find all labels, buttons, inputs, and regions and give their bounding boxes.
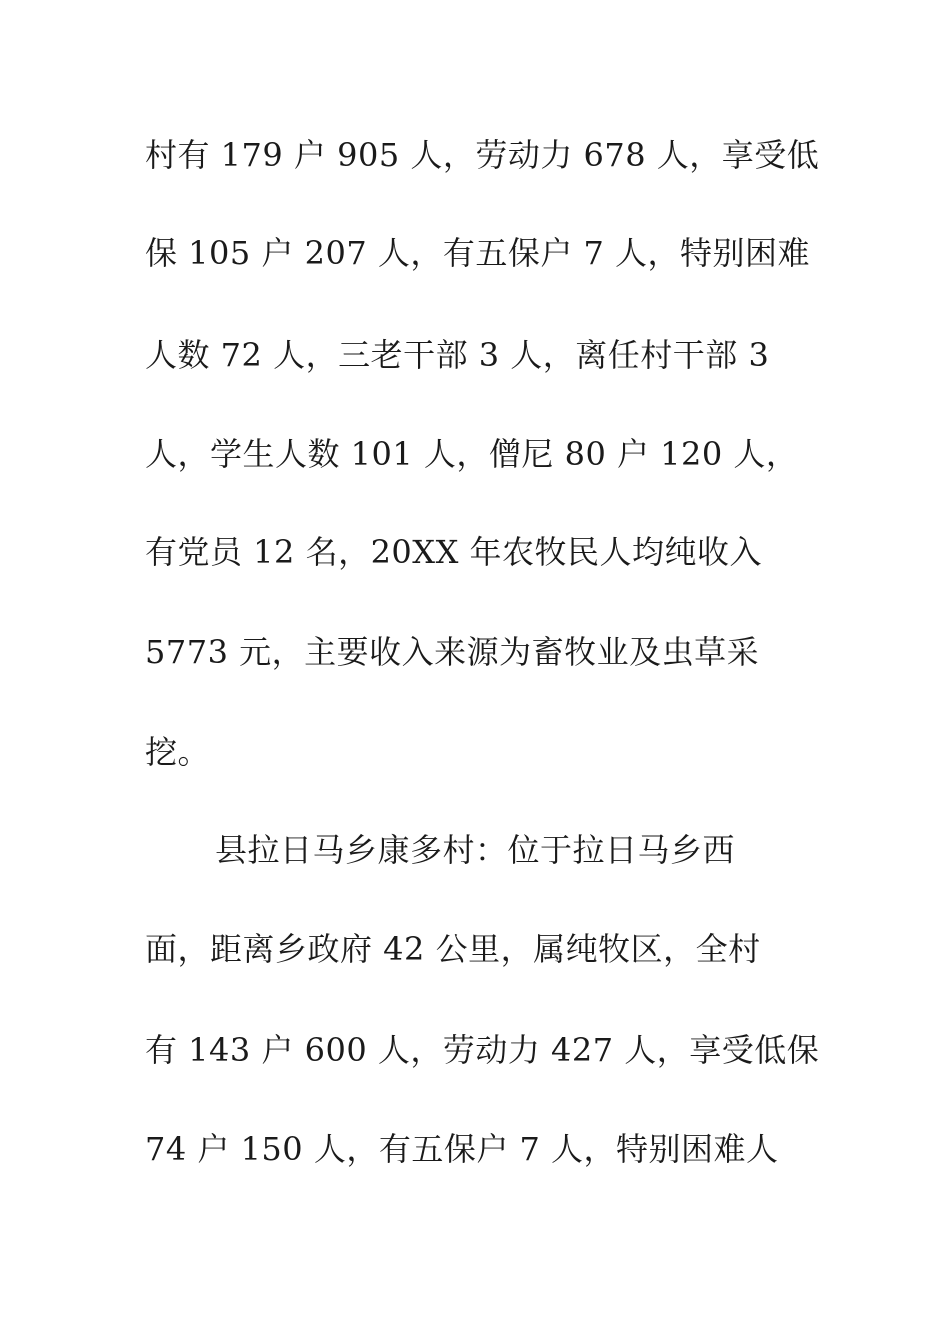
text-line: 人数 72 人，三老干部 3 人，离任村干部 3	[145, 336, 770, 374]
text-line: 74 户 150 人，有五保户 7 人，特别困难人	[145, 1130, 779, 1168]
text-line: 面，距离乡政府 42 公里，属纯牧区，全村	[145, 930, 761, 968]
text-line: 保 105 户 207 人，有五保户 7 人，特别困难	[145, 234, 811, 272]
text-line: 村有 179 户 905 人，劳动力 678 人，享受低	[145, 136, 820, 174]
text-line: 有党员 12 名，20XX 年农牧民人均纯收入	[145, 533, 763, 571]
text-line: 人，学生人数 101 人，僧尼 80 户 120 人，	[145, 435, 799, 473]
text-line: 挖。	[145, 733, 211, 771]
text-line: 有 143 户 600 人，劳动力 427 人，享受低保	[145, 1031, 820, 1069]
text-line: 5773 元，主要收入来源为畜牧业及虫草采	[145, 633, 760, 671]
text-line: 县拉日马乡康多村：位于拉日马乡西	[215, 831, 736, 869]
